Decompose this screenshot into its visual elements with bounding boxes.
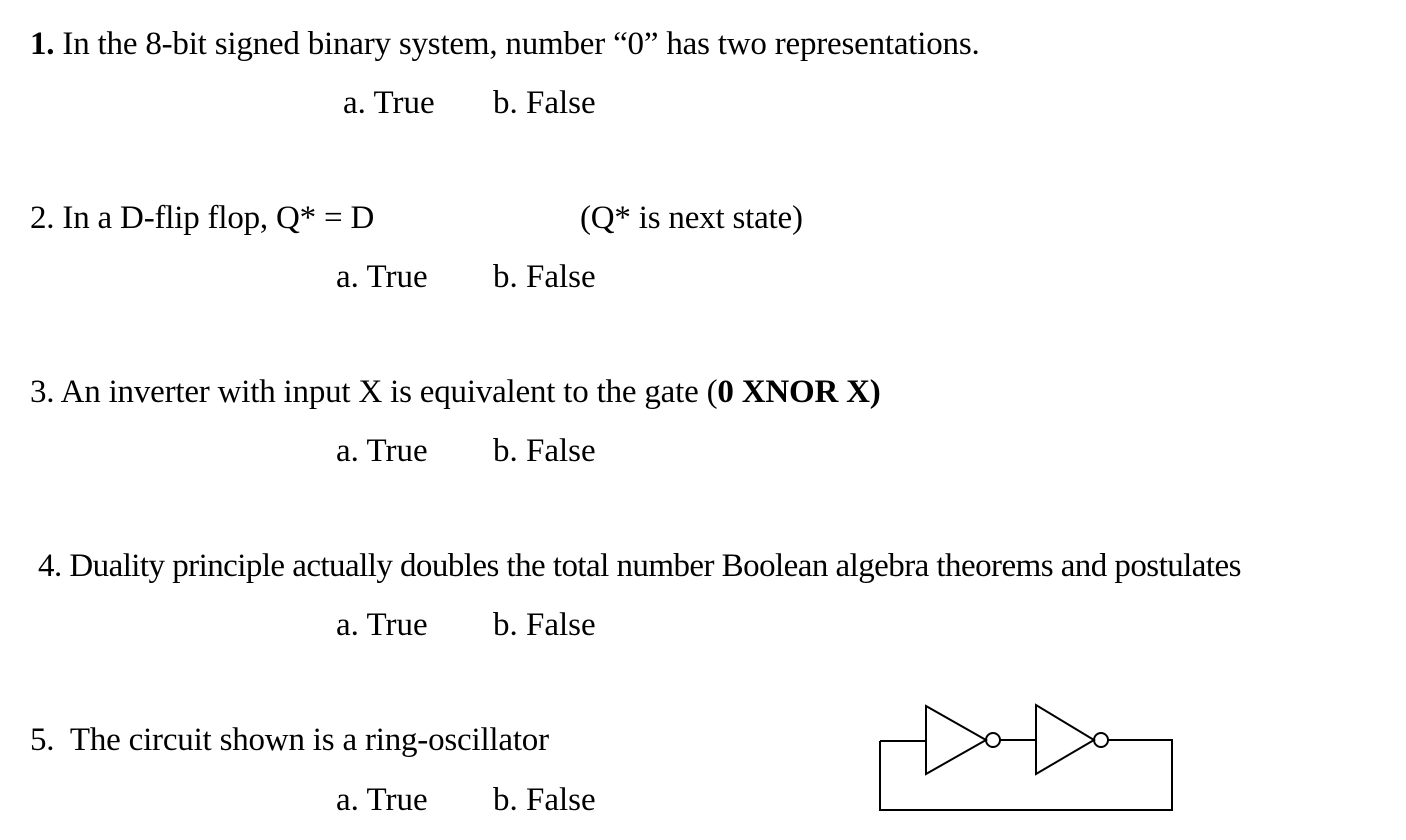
question-2-number: 2.: [30, 200, 55, 236]
question-2-option-b[interactable]: b. False: [493, 259, 596, 295]
question-3-option-a[interactable]: a. True: [336, 433, 428, 469]
question-4-prompt: Duality principle actually doubles the total number Boolean algebra theorems and postulates: [69, 548, 1241, 584]
question-1-option-a[interactable]: a. True: [343, 85, 435, 121]
question-1-text: [30, 24, 980, 64]
question-3-option-b[interactable]: b. False: [493, 433, 596, 469]
question-2-prompt: In a D-flip flop, Q* = D: [62, 200, 375, 236]
question-4-number: 4.: [38, 548, 62, 584]
question-2-option-a[interactable]: a. True: [336, 259, 428, 295]
question-3-prompt-end: ): [869, 374, 881, 410]
inverter-2-bubble-icon: [1094, 733, 1108, 747]
question-1-option-b[interactable]: b. False: [493, 85, 596, 121]
question-3-number: 3.: [30, 374, 55, 410]
question-1-number: 1.: [30, 26, 55, 62]
question-3-prompt: An inverter with input X is equivalent to the gate (: [60, 374, 718, 410]
question-3-bold-expression: 0 XNOR X: [717, 374, 870, 410]
question-2-note: (Q* is next state): [580, 200, 803, 236]
question-5-prompt: The circuit shown is a ring-oscillator: [69, 722, 549, 758]
question-4-text: [38, 546, 1241, 586]
question-5-number: 5.: [30, 722, 55, 758]
ring-oscillator-circuit-diagram: [870, 700, 1190, 820]
question-5-option-a[interactable]: a. True: [336, 782, 428, 818]
question-5-option-b[interactable]: b. False: [493, 782, 596, 818]
feedback-loop-wire: [880, 740, 1172, 810]
question-5-text: [30, 720, 549, 760]
inverter-2-icon: [1036, 705, 1094, 774]
question-4-option-a[interactable]: a. True: [336, 607, 428, 643]
question-4-option-b[interactable]: b. False: [493, 607, 596, 643]
question-3-text: [30, 372, 881, 412]
inverter-1-icon: [926, 706, 986, 774]
question-2-text: [30, 198, 374, 238]
question-1-prompt: In the 8-bit signed binary system, number “0” has two representations.: [62, 26, 980, 62]
inverter-1-bubble-icon: [986, 733, 1000, 747]
